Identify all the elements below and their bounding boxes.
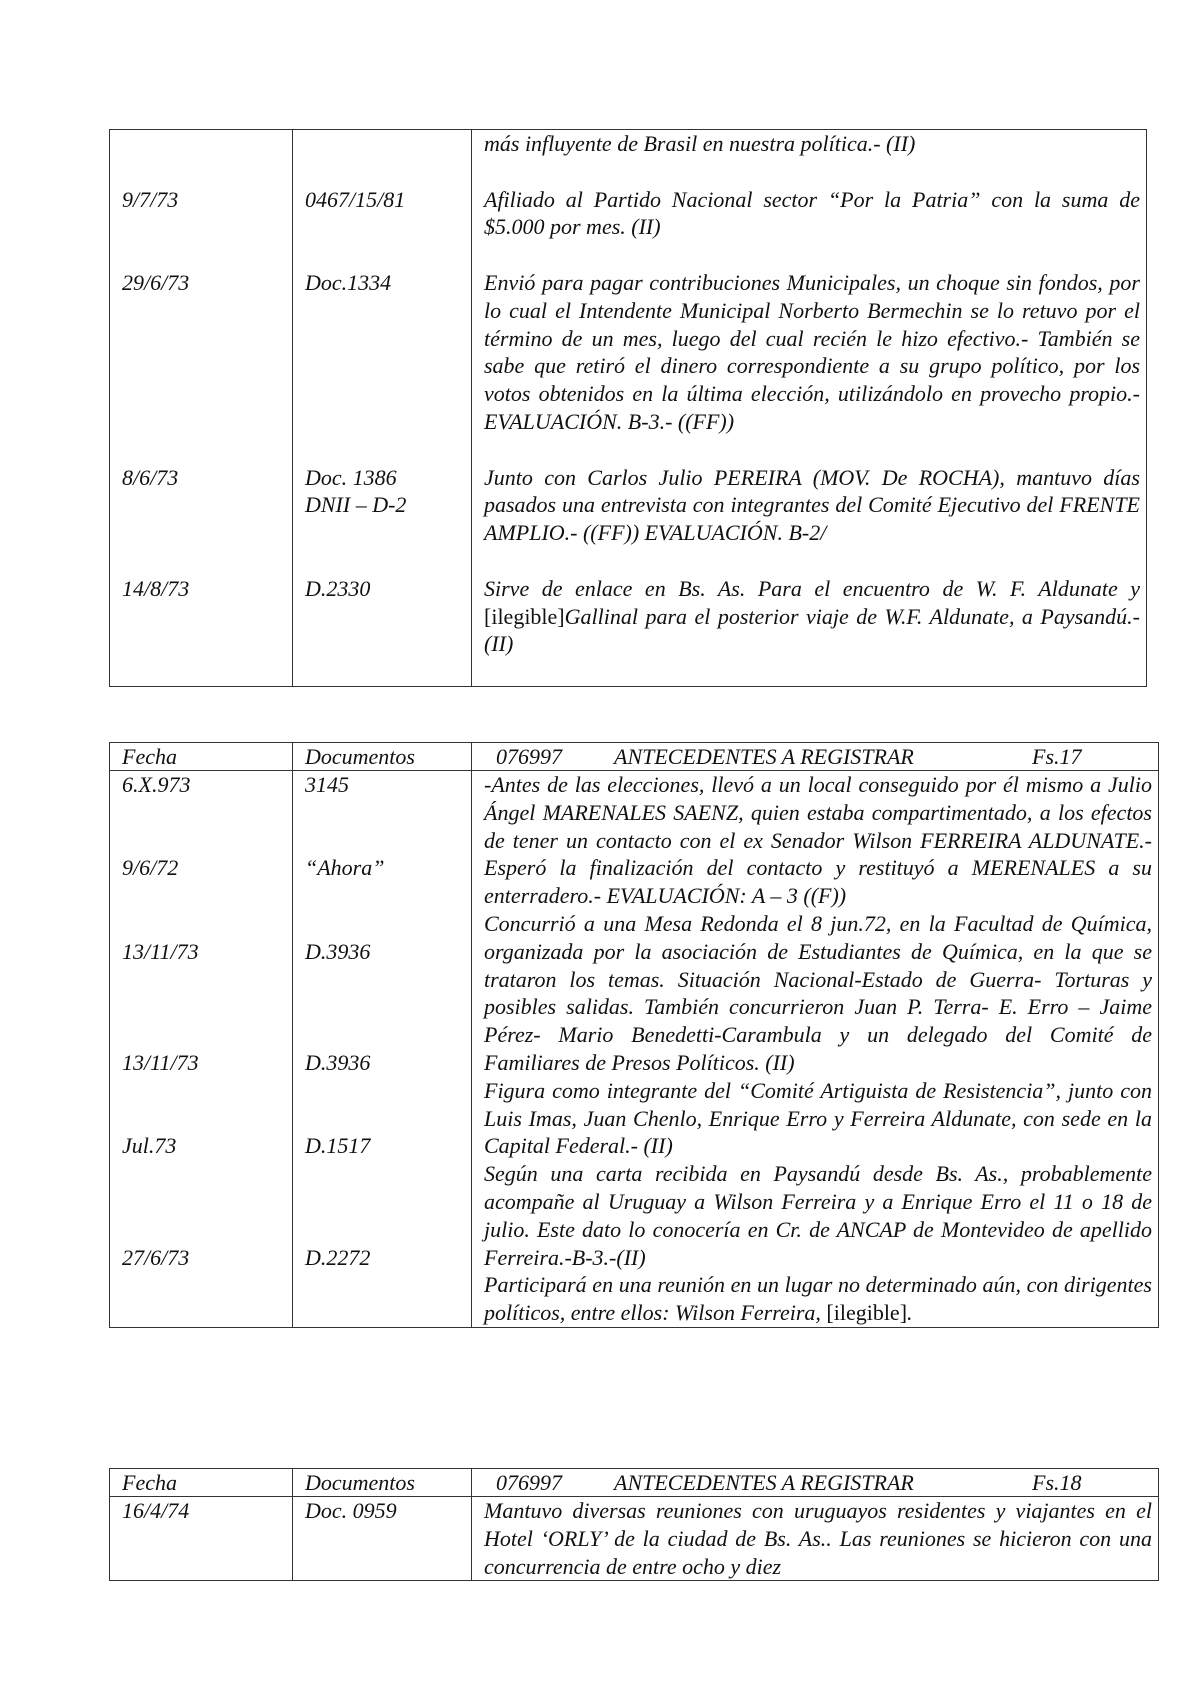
document-cell: D.3936 bbox=[305, 1049, 371, 1075]
date-cell: 9/6/72 bbox=[122, 855, 179, 881]
entry-text: Junto con Carlos Julio PEREIRA (MOV. De ROCHA), mantuvo días pasados una entrevista con integrantes del Comité Ejecutivo del FRENTE AMPLIO.- ((FF)) EVALUACIÓN. B-2/ bbox=[484, 464, 1140, 546]
document-cell: D.2330 bbox=[305, 575, 371, 601]
document-cell: Doc. 1386 bbox=[305, 464, 397, 490]
header-record bbox=[472, 743, 1159, 771]
date-column bbox=[110, 130, 293, 687]
document-cell: Doc. 0959 bbox=[305, 1498, 397, 1523]
header-documentos: Documentos bbox=[293, 1469, 472, 1497]
document-column bbox=[293, 130, 472, 687]
table-row bbox=[110, 771, 1159, 1328]
document-cell: Doc.1334 bbox=[305, 269, 392, 295]
date-cell: 16/4/74 bbox=[122, 1498, 190, 1523]
entry-text-part: Gallinal para el posterior viaje de W.F. Aldunate, a Paysandú.- (II) bbox=[484, 603, 1140, 657]
record-table-fs17 bbox=[109, 742, 1159, 1328]
entry-text-part: Participará en una reunión en un lugar no determinado aún, con dirigentes políticos, entre ellos: Wilson Ferreira, bbox=[484, 1272, 1152, 1326]
record-table-fs18 bbox=[109, 1468, 1159, 1581]
header-fecha: Fecha bbox=[110, 743, 293, 771]
entries-column bbox=[472, 1497, 1159, 1581]
entry-text: Mantuvo diversas reuniones con uruguayos residentes y viajantes en el Hotel ‘ORLY’ de la ciudad de Bs. As.. Las reuniones se hicieron con una concurrencia de entre ocho y diez bbox=[484, 1498, 1152, 1579]
header-record-number: 076997 bbox=[496, 744, 562, 769]
entry-text: -Antes de las elecciones, llevó a un local conseguido por él mismo a Julio Ángel MARENALES SAENZ, quien estaba compartimentado, a los efectos de tener un contacto con el ex Senador Wilson FERREIRA ALDUNATE.- Esperó la finalización del contacto y restituyó a MERENALES a su enterradero.- EVALUACIÓN: A – 3 ((F)) bbox=[484, 772, 1152, 909]
entry-text: más influyente de Brasil en nuestra política.- (II) bbox=[484, 131, 916, 156]
date-cell: Jul.73 bbox=[122, 1133, 177, 1159]
header-folio: Fs.18 bbox=[1032, 1470, 1082, 1495]
date-cell: 27/6/73 bbox=[122, 1244, 190, 1270]
entry-text-part: Sirve de enlace en Bs. As. Para el encuentro de W. F. Aldunate y bbox=[484, 575, 1140, 601]
table-header-row bbox=[110, 743, 1159, 771]
entry-text: Según una carta recibida en Paysandú desde Bs. As., probablemente acompañe al Uruguay a Wilson Ferreira y a Enrique Erro el 11 o 18 de julio. Este dato lo conocería en Cr. de ANCAP de Montevideo de apellido Ferreira.-B-3.-(II) bbox=[484, 1161, 1152, 1270]
header-fecha: Fecha bbox=[110, 1469, 293, 1497]
document-cell: D.3936 bbox=[305, 938, 371, 964]
table-row bbox=[110, 130, 1147, 687]
table-header-row bbox=[110, 1469, 1159, 1497]
entry-text bbox=[484, 575, 1140, 658]
entry-text: Figura como integrante del “Comité Artiguista de Resistencia”, junto con Luis Imas, Juan Chenlo, Enrique Erro y Ferreira Aldunate, con sede en la Capital Federal.- (II) bbox=[484, 1077, 1152, 1159]
record-table-continuation bbox=[109, 129, 1147, 687]
date-column bbox=[110, 1497, 293, 1581]
date-cell: 13/11/73 bbox=[122, 1049, 199, 1075]
document-column bbox=[293, 771, 472, 1328]
header-record-title: ANTECEDENTES A REGISTRAR bbox=[614, 744, 914, 769]
date-column bbox=[110, 771, 293, 1328]
entry-text bbox=[484, 1271, 1152, 1327]
entry-text: Afiliado al Partido Nacional sector “Por la Patria” con la suma de $5.000 por mes. (II) bbox=[484, 186, 1140, 240]
entry-text-part: . bbox=[907, 1300, 913, 1326]
date-cell: 13/11/73 bbox=[122, 938, 199, 964]
header-record-number: 076997 bbox=[496, 1470, 562, 1495]
entry-text: Envió para pagar contribuciones Municipales, un choque sin fondos, por lo cual el Intendente Municipal Norberto Bermechin se lo retuvo por el término de un mes, luego del cual recién le hizo efectivo.- También se sabe que retiró el dinero correspondiente a su grupo político, por los votos obtenidos en la última elección, utilizándolo en provecho propio.- EVALUACIÓN. B-3.- ((FF)) bbox=[484, 269, 1140, 434]
entry-text: Concurrió a una Mesa Redonda el 8 jun.72, en la Facultad de Química, organizada por la asociación de Estudiantes de Química, en la que se trataron los temas. Situación Nacional-Estado de Guerra- Torturas y posibles salidas. También concurrieron Juan P. Terra- E. Erro – Jaime Pérez- Mario Benedetti-Carambula y un delegado del Comité de Familiares de Presos Políticos. (II) bbox=[484, 910, 1152, 1075]
document-cell: 3145 bbox=[305, 772, 349, 797]
document-cell: 0467/15/81 bbox=[305, 186, 406, 212]
document-cell: “Ahora” bbox=[305, 855, 385, 881]
document-column bbox=[293, 1497, 472, 1581]
document-cell: DNII – D-2 bbox=[305, 492, 407, 518]
date-cell: 6.X.973 bbox=[122, 772, 191, 797]
illegible-mark: [ilegible] bbox=[484, 603, 565, 629]
date-cell: 29/6/73 bbox=[122, 269, 190, 295]
header-record-title: ANTECEDENTES A REGISTRAR bbox=[614, 1470, 914, 1495]
table-row bbox=[110, 1497, 1159, 1581]
header-record bbox=[472, 1469, 1159, 1497]
entries-column bbox=[472, 130, 1147, 687]
date-cell: 9/7/73 bbox=[122, 186, 179, 212]
header-folio: Fs.17 bbox=[1032, 744, 1082, 769]
document-cell: D.1517 bbox=[305, 1133, 371, 1159]
document-cell: D.2272 bbox=[305, 1244, 371, 1270]
illegible-mark: [ilegible] bbox=[826, 1300, 908, 1326]
header-documentos: Documentos bbox=[293, 743, 472, 771]
date-cell: 8/6/73 bbox=[122, 464, 179, 490]
entries-column bbox=[472, 771, 1159, 1328]
date-cell: 14/8/73 bbox=[122, 575, 190, 601]
